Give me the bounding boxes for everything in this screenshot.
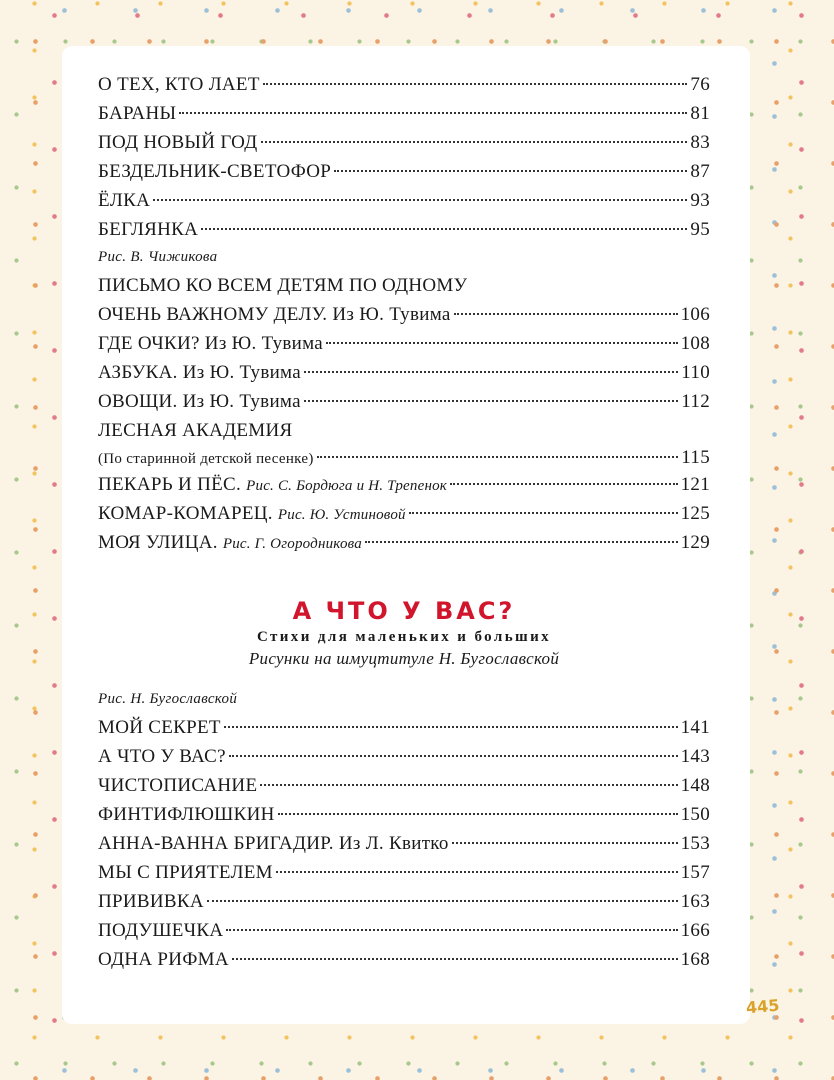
dot-leader bbox=[409, 512, 678, 514]
toc-entry: ПОД НОВЫЙ ГОД 83 bbox=[98, 132, 710, 153]
dot-leader bbox=[276, 871, 678, 873]
section-title: А ЧТО У ВАС? bbox=[292, 597, 516, 625]
toc-entry: ПРИВИВКА 163 bbox=[98, 891, 710, 912]
dot-leader bbox=[452, 842, 678, 844]
toc-entry: О ТЕХ, КТО ЛАЕТ 76 bbox=[98, 74, 710, 95]
toc-entry: МЫ С ПРИЯТЕЛЕМ 157 bbox=[98, 862, 710, 883]
entry-illustrator: Рис. Ю. Устиновой bbox=[277, 507, 406, 523]
page-number: 445 bbox=[745, 995, 781, 1018]
illustrator-credit: Рис. В. Чижикова bbox=[98, 249, 218, 265]
toc-entry: БАРАНЫ 81 bbox=[98, 103, 710, 124]
toc-entry: БЕЗДЕЛЬНИК-СВЕТОФОР 87 bbox=[98, 161, 710, 182]
toc-entry: ОВОЩИ. Из Ю. Тувима 112 bbox=[98, 391, 710, 412]
dot-leader bbox=[207, 900, 678, 902]
toc-title-line: ПИСЬМО КО ВСЕМ ДЕТЯМ ПО ОДНОМУ bbox=[98, 275, 468, 296]
dot-leader bbox=[260, 784, 677, 786]
toc-entry: ОЧЕНЬ ВАЖНОМУ ДЕЛУ. Из Ю. Тувима 106 bbox=[98, 304, 710, 325]
dot-leader bbox=[261, 141, 688, 143]
illustrator-credit: Рис. Н. Бугославской bbox=[98, 691, 238, 707]
dot-leader bbox=[153, 199, 687, 201]
toc-entry: ЁЛКА 93 bbox=[98, 190, 710, 211]
dot-leader bbox=[226, 929, 677, 931]
entry-illustrator: Рис. Г. Огородникова bbox=[222, 536, 362, 552]
entry-illustrator: Рис. С. Бордюга и Н. Трепенок bbox=[246, 478, 448, 494]
toc-entry: АЗБУКА. Из Ю. Тувима 110 bbox=[98, 362, 710, 383]
toc-title-line: ЛЕСНАЯ АКАДЕМИЯ bbox=[98, 420, 293, 441]
toc-entry: ПЕКАРЬ И ПЁС. Рис. С. Бордюга и Н. Трепенок 121 bbox=[98, 474, 710, 495]
dot-leader bbox=[304, 400, 678, 402]
toc-entry: КОМАР-КОМАРЕЦ. Рис. Ю. Устиновой 125 bbox=[98, 503, 710, 524]
toc-entry: ПОДУШЕЧКА 166 bbox=[98, 920, 710, 941]
toc-entry: БЕГЛЯНКА 95 bbox=[98, 219, 710, 240]
toc-block-bottom bbox=[98, 686, 710, 974]
dot-leader bbox=[334, 170, 687, 172]
toc-entry: ОДНА РИФМА 168 bbox=[98, 949, 710, 970]
dot-leader bbox=[224, 726, 678, 728]
dot-leader bbox=[450, 483, 678, 485]
toc-entry: ЧИСТОПИСАНИЕ 148 bbox=[98, 775, 710, 796]
section-art-credit: Рисунки на шмуцтитуле Н. Бугославской bbox=[248, 649, 560, 668]
toc-entry: ФИНТИФЛЮШКИН 150 bbox=[98, 804, 710, 825]
dot-leader bbox=[304, 371, 678, 373]
dot-leader bbox=[278, 813, 678, 815]
dot-leader bbox=[326, 342, 678, 344]
toc-block-top bbox=[98, 70, 710, 557]
toc-entry: АННА-ВАННА БРИГАДИР. Из Л. Квитко 153 bbox=[98, 833, 710, 854]
dot-leader bbox=[454, 313, 678, 315]
dot-leader bbox=[201, 228, 687, 230]
toc-entry: МОЙ СЕКРЕТ 141 bbox=[98, 717, 710, 738]
section-subtitle: Стихи для маленьких и больших bbox=[256, 629, 552, 645]
page-card bbox=[62, 46, 750, 1024]
toc-entry: (По старинной детской песенке) 115 bbox=[98, 447, 710, 468]
toc-entry: МОЯ УЛИЦА. Рис. Г. Огородникова 129 bbox=[98, 532, 710, 553]
dot-leader bbox=[179, 112, 687, 114]
dot-leader bbox=[365, 541, 678, 543]
dot-leader bbox=[263, 83, 688, 85]
section-header bbox=[98, 596, 710, 670]
dot-leader bbox=[229, 755, 678, 757]
toc-entry: ГДЕ ОЧКИ? Из Ю. Тувима 108 bbox=[98, 333, 710, 354]
dot-leader bbox=[317, 456, 679, 458]
toc-entry: А ЧТО У ВАС? 143 bbox=[98, 746, 710, 767]
dot-leader bbox=[232, 958, 678, 960]
